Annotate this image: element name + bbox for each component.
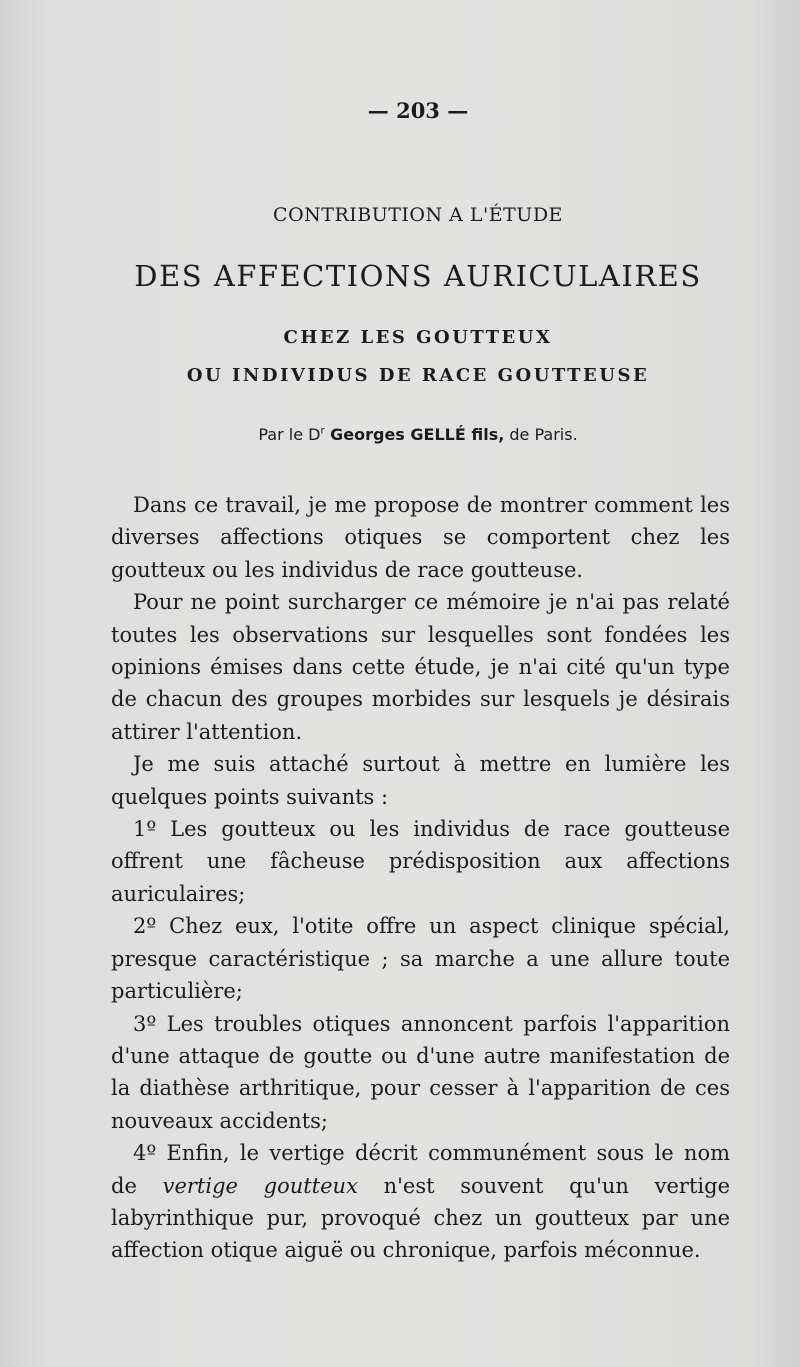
subtitle-line-2: OU INDIVIDUS DE RACE GOUTTEUSE (186, 365, 650, 386)
author-byline (0, 425, 800, 444)
paragraph-intro: Dans ce travail, je me propose de montrer comment les diverses affections otiques se comportent chez les goutteux ou les individus de race goutteuse. (111, 493, 730, 582)
item-text-start: 4º Enfin, le vertige décrit communément sous le nom de (111, 1141, 730, 1198)
title-line-2: DES AFFECTIONS AURICULAIRES (134, 259, 702, 293)
list-item-last (111, 1137, 730, 1267)
paragraph-method: Pour ne point surcharger ce mémoire je n'ai pas relaté toutes les observations sur lesquelles sont fondées les opinions émises dans cette étude, je n'ai cité qu'un type de chacun des groupes morbides sur lesquels je désirais attirer l'attention. (111, 590, 730, 744)
subtitle-line-1: CHEZ LES GOUTTEUX (283, 327, 553, 348)
list-item: 3º Les troubles otiques annoncent parfois l'apparition d'une attaque de goutte ou d'une autre manifestation de la diathèse arthritique, pour cesser à l'apparition de ces nouveaux accidents; (111, 1011, 730, 1133)
item-text-end: n'est souvent qu'un vertige labyrinthique pur, provoqué chez un goutteux par une affection otique aiguë ou chronique, parfois méconnue. (111, 1173, 730, 1263)
page-number: — 203 — (367, 98, 469, 123)
list-item: 2º Chez eux, l'otite offre un aspect clinique spécial, presque caractéristique ; sa marche a une allure toute particulière; (111, 914, 730, 1004)
title-line-1: CONTRIBUTION A L'ÉTUDE (273, 204, 563, 226)
byline-suffix: de Paris. (504, 425, 578, 444)
paragraph-points: Je me suis attaché surtout à mettre en lumière les quelques points suivants : (111, 752, 730, 809)
byline-sup: r (320, 425, 325, 437)
author-name: Georges GELLÉ fils, (324, 425, 505, 444)
item-text-italic: vertige goutteux (162, 1173, 358, 1198)
article-body (111, 489, 730, 1267)
byline-prefix: Par le D (258, 425, 321, 444)
list-item: 1º Les goutteux ou les individus de race goutteuse offrent une fâcheuse prédisposition aux affections auriculaires; (111, 817, 730, 906)
